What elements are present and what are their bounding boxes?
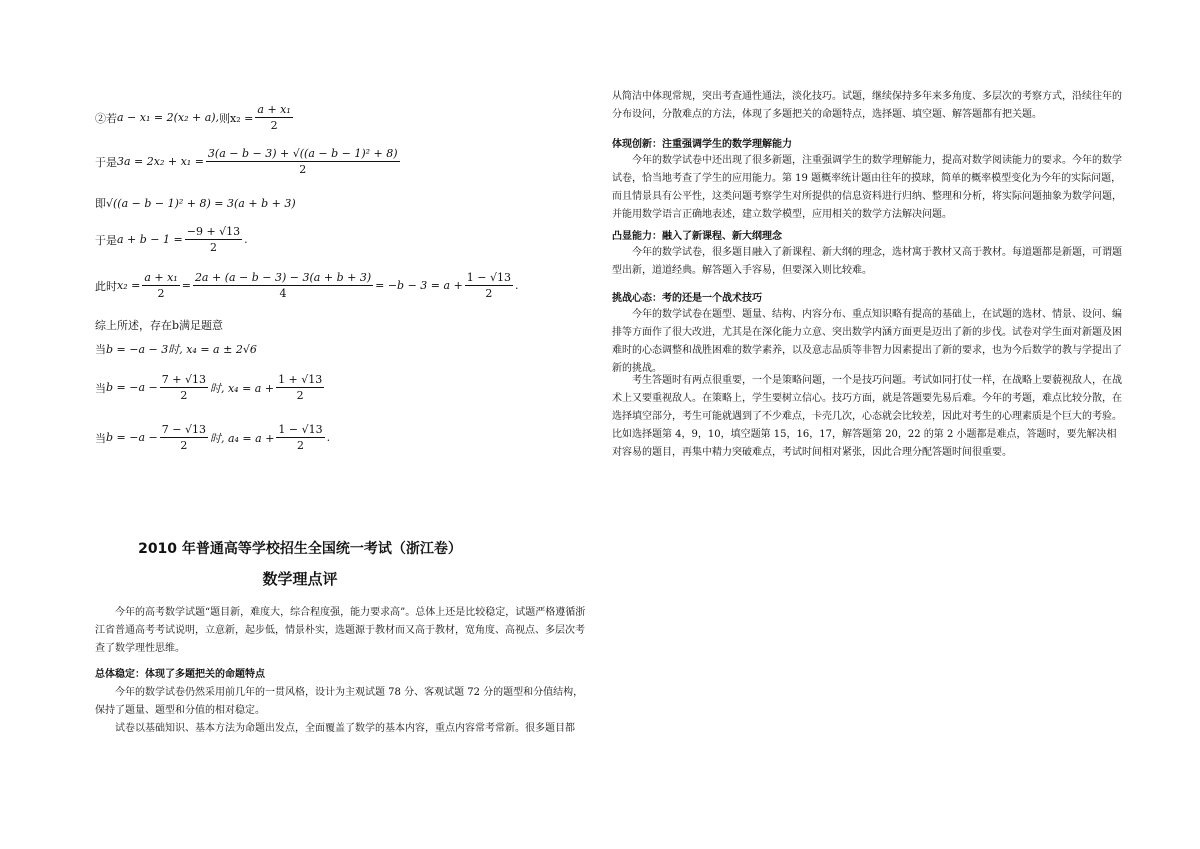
fraction: $\frac{7 + √13}{2}$ [161,373,206,402]
fraction: $\frac{\text{a + x₁}}{2}$ [144,271,178,300]
math-text: 当 [95,343,106,356]
math-text: 即 [95,197,106,210]
fraction: $\frac{\text{a + x₁}}{2}$ [257,103,291,132]
math-text: 则x₂ = [219,111,254,125]
document-title: 2010 年普通高等学校招生全国统一考试（浙江卷） [138,541,462,557]
math-expr: x₂ = [117,279,141,292]
continued-paragraph: 从简洁中体现常规，突出考查通性通法，淡化技巧。试题，继续保持多年来多角度、多层次的考察方式，沿续往年的分布设问，分散难点的方法，体现了多题把关的命题特点，选择题、填空题、解答题都有把关题。 [612,91,1122,120]
math-line-5: 此时 x₂ = $\frac{\text{a + x₁}}{2}$ = $\frac{2a + (a - b - 3) - 3(a + b + 3)}{4}$ = −b − 3 = a + $\frac{1 - √13}{2}$ . [95,271,519,300]
math-line-3 [95,195,296,211]
math-text: 当 [95,381,106,395]
math-expr: b = −a − 3时, x₄ = a ± 2√6 [106,343,257,356]
math-line-4: 于是 a + b − 1 = $\frac{-9 + √13}{2}$ . [95,225,248,254]
math-expr: a + b − 1 = [117,233,183,246]
math-text: 于是 [95,155,117,169]
math-line-9: 当 b = −a − $\frac{7 - √13}{2}$ 时, a₄ = a + $\frac{1 - √13}{2}$ . [95,423,331,452]
fraction: $\frac{7 - √13}{2}$ [161,423,206,452]
fraction: $\frac{2a + (a - b - 3) - 3(a + b + 3)}{4}$ [194,271,372,300]
stability-paragraph-1: 今年的数学试卷仍然采用前几年的一贯风格，设计为主观试题 78 分、客观试题 72 分的题型和分值结构，保持了题量、题型和分值的相对稳定。 [95,687,584,716]
math-expr: √((a − b − 1)² + 8) = 3(a + b + 3) [106,196,296,210]
intro-paragraph: 今年的高考数学试题“题目新，难度大，综合程度强，能力要求高”。总体上还是比较稳定，试题严格遵循浙江省普通高考考试说明，立意新，起步低，情景朴实，选题源于教材而又高于教材，宽角度、高视点、多层次考查了数学理性思维。 [95,607,586,654]
math-text: 于是 [95,233,117,247]
fraction: $\frac{-9 + √13}{2}$ [186,225,241,254]
math-expr: b = −a − [106,381,158,394]
fraction: $\frac{1 - √13}{2}$ [466,271,512,300]
math-expr: a − x₁ = 2(x₂ + a), [117,111,220,124]
section-heading-innovation: 体现创新：注重强调学生的数学理解能力 [612,139,792,150]
math-line-8: 当 b = −a − $\frac{7 + √13}{2}$ 时, x₄ = a + $\frac{1 + √13}{2}$ [95,373,323,402]
math-text: 当 [95,431,106,445]
math-line-6 [95,317,223,333]
section-heading-ability: 凸显能力：融入了新课程、新大纲理念 [612,231,782,242]
stability-paragraph-2: 试卷以基础知识、基本方法为命题出发点，全面覆盖了数学的基本内容，重点内容常考常新。很多题目都 [115,723,575,734]
ability-paragraph: 今年的数学试卷，很多题目融入了新课程、新大纲的理念，选材寓于教材又高于教材。每道题都是新题，可谓题型出新，道道经典。解答题入手容易，但要深入则比较难。 [612,247,1122,276]
section-heading-mindset: 挑战心态：考的还是一个战术技巧 [612,293,762,304]
fraction: $\frac{1 + √13}{2}$ [278,373,323,402]
fraction: $\frac{1 - √13}{2}$ [278,423,323,452]
math-line-1 [95,103,295,132]
math-expr: b = −a − [106,431,158,444]
math-text: 综上所述，存在b满足题意 [95,319,224,332]
document-subtitle: 数学理点评 [262,570,338,588]
section-heading-stability: 总体稳定：体现了多题把关的命题特点 [95,669,265,680]
math-text: 此时 [95,279,117,293]
mindset-paragraph-1: 今年的数学试卷在题型、题量、结构、内容分布、重点知识略有提高的基础上，在试题的选材、情景、设问、编排等方面作了很大改进，尤其是在深化能力立意、突出数学内涵方面更是迈出了新的步伐。试卷对学生面对新题及困难时的心态调整和战胜困难的数学素养，以及意志品质等非智力因素提出了新的要求，也为今后数学的教与学提出了新的挑战。 [612,309,1122,374]
math-line-2 [95,147,402,176]
innovation-paragraph: 今年的数学试卷中还出现了很多新题，注重强调学生的数学理解能力，提高对数学阅读能力的要求。今年的数学试卷，恰当地考查了学生的应用能力。第 19 题概率统计题由往年的摸球，简单的概率模型变化为今年的实际问题，而且情景具有公平性，这类问题考察学生对所提供的信息资料进行归纳、整理和分析，将实际问题抽象为数学问题，并能用数学语言正确地表述，建立数学模型，应用相关的数学方法解决问题。 [612,155,1122,220]
math-line-7 [95,341,257,357]
math-text: ②若 [95,111,117,125]
math-expr: 3a = 2x₂ + x₁ = [117,155,204,168]
fraction: $\frac{\text{3(a − b − 3) + √((a − b − 1)² + 8)}}{2}$ [207,147,398,176]
mindset-paragraph-2: 考生答题时有两点很重要，一个是策略问题，一个是技巧问题。考试如同打仗一样，在战略上要藐视敌人，在战术上又要重视敌人。在策略上，学生要树立信心。技巧方面，就是答题要先易后难。今年的考题，难点比较分散，在选择填空部分，考生可能就遇到了不少难点，卡壳几次，心态就会比较差，因此对考生的心理素质是个巨大的考验。比如选择题第 4，9，10，填空题第 15，16，17，解答题第 20，22 的第 2 小题都是难点，答题时，要先解决相对容易的题目，再集中精力突破难点，考试时间相对紧张，因此合理分配答题时间很重要。 [612,375,1122,458]
